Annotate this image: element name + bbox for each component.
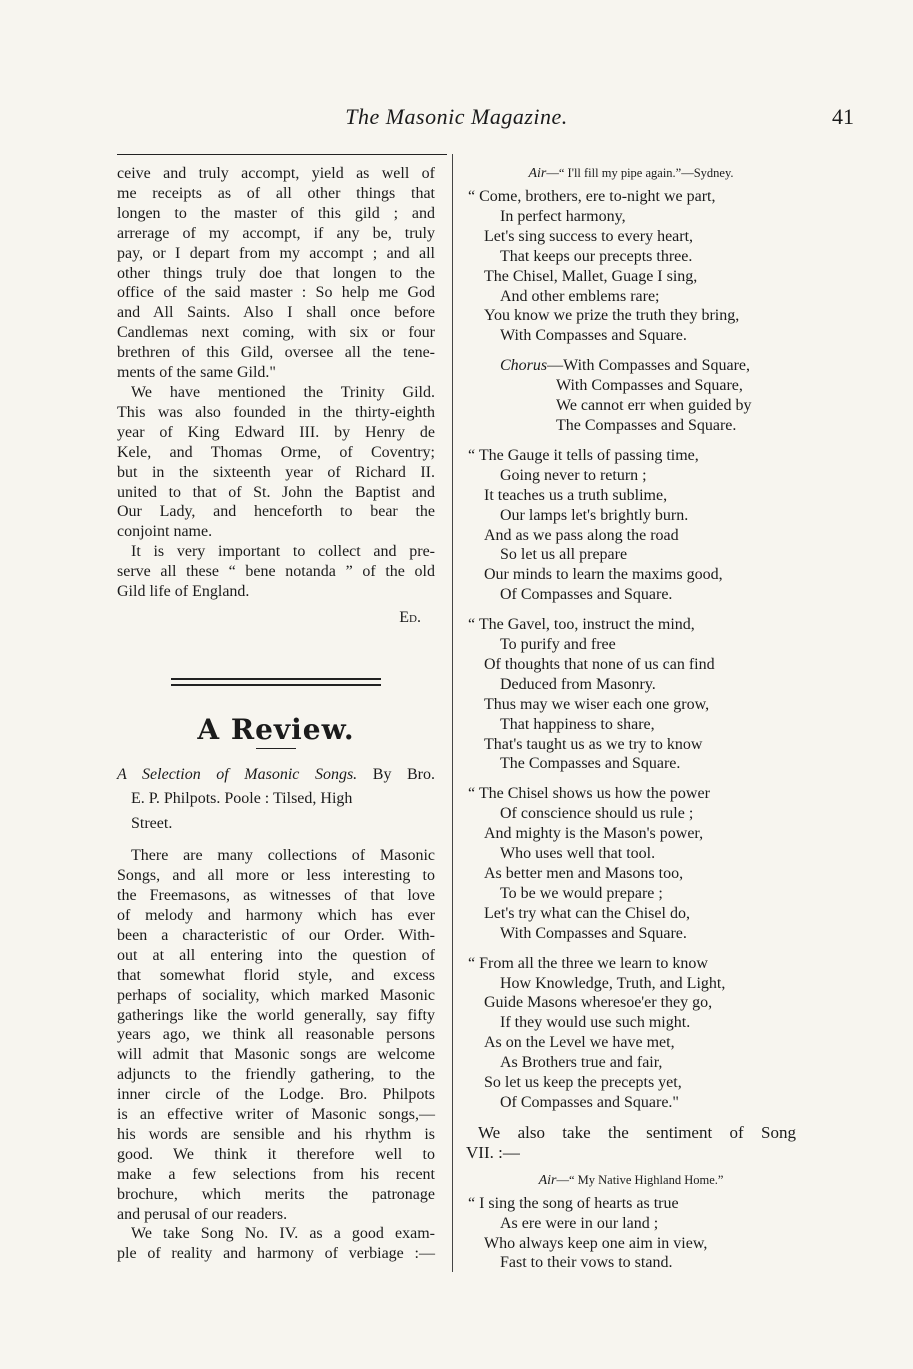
editor-signature: Ed. [399,608,421,626]
running-title: The Masonic Magazine. [345,104,568,129]
text-line: Gild life of England. [117,583,250,601]
verse-line: Who uses well that tool. [500,845,656,863]
verse-line: “ Come, brothers, ere to-night we part, [468,188,716,205]
verse-line: And as we pass along the road [484,526,679,544]
verse-line: And other emblems rare; [500,287,660,305]
page-number: 41 [832,104,854,129]
verse-line: The Compasses and Square. [500,755,681,773]
verse-line: We cannot err when guided by [556,397,752,415]
verse-line: With Compasses and Square. [500,924,687,942]
title-rule [256,748,296,749]
text-line: ceive and truly accompt, yield as well of [117,165,435,182]
paragraph-trinity-gild [117,383,435,542]
text-line: pay, or I depart from my accompt ; and all [117,244,435,262]
text-line: inner circle of the Lodge. Bro. Philpots [117,1086,435,1104]
citation-author: By Bro. [372,765,436,783]
text-line: the Freemasons, as witnesses of that love [117,887,435,905]
paragraph-bene-notanda [117,542,435,602]
verse-line: That's taught us as we try to know [484,735,703,753]
verse-line: In perfect harmony, [500,207,626,225]
air-attribution [466,1171,796,1190]
air-attribution [466,164,796,183]
song-stanza [466,187,796,346]
text-line: years ago, we think all reasonable persons [117,1026,435,1044]
verse-line: Thus may we wiser each one grow, [484,695,710,713]
section-double-rule [171,678,381,686]
verse-line: Our minds to learn the maxims good, [484,566,723,584]
text-line: brochure, which merits the patronage [117,1185,435,1203]
verse-line: The Compasses and Square. [556,416,737,434]
text-line: brethren of this Gild, oversee all the tene- [117,344,435,362]
song-stanza [466,446,796,605]
text-line: is an effective writer of Masonic songs,— [117,1106,435,1124]
verse-line: “ The Chisel shows us how the power [468,785,710,803]
text-line: ple of reality and harmony of verbiage :— [117,1245,435,1263]
text-line: me receipts as of all other things that [117,184,435,202]
verse-line: Who always keep one aim in view, [484,1234,708,1252]
verse-line: That happiness to share, [500,715,655,733]
chorus-label: Chorus [500,357,548,375]
air-text: —“ My Native Highland Home.” [556,1172,724,1187]
chorus-first-line: —With Compasses and Square, [547,357,751,375]
text-line: will admit that Masonic songs are welcome [117,1046,435,1064]
right-column [466,164,796,1283]
text-line: gatherings like the world generally, say fifty [117,1006,435,1024]
paragraph-gild-oath [117,164,435,383]
verse-line: “ From all the three we learn to know [468,954,708,972]
text-line: longen to the master of this gild ; and [117,204,435,222]
verse-line: As on the Level we have met, [484,1034,675,1052]
citation-publisher: E. P. Philpots. Poole : Tilsed, High [131,790,353,808]
text-line: good. We think it therefore well to [117,1145,435,1163]
verse-line: Of Compasses and Square." [500,1093,679,1111]
text-line: of melody and harmony which has ever [117,906,435,924]
section-title: A Review. [197,712,355,746]
text-line: adjuncts to the friendly gathering, to the [117,1066,435,1084]
text-line: There are many collections of Masonic [131,847,435,865]
verse-line: “ I sing the song of hearts as true [468,1194,679,1212]
text-line: VII. :— [466,1142,520,1162]
verse-line: You know we prize the truth they bring, [484,307,740,325]
verse-line: “ The Gauge it tells of passing time, [468,446,699,464]
verse-line: That keeps our precepts three. [500,247,693,265]
text-line: It is very important to collect and pre- [131,543,435,561]
text-line: ments of the same Gild." [117,364,276,382]
verse-line: With Compasses and Square, [556,377,743,395]
verse-line: It teaches us a truth sublime, [484,486,668,504]
song-chorus [466,356,796,436]
text-line: united to that of St. John the Baptist and [117,483,435,501]
text-line: other things truly doe that longen to the [117,264,435,282]
text-line: Candlemas next coming, with six or four [117,324,435,342]
text-line: and All Saints. Also I shall once before [117,304,435,322]
verse-line: So let us keep the precepts yet, [484,1074,682,1092]
verse-line: How Knowledge, Truth, and Light, [500,974,726,992]
text-line: perhaps of sociality, which marked Masonic [117,986,435,1004]
text-line: We also take the sentiment of Song [478,1122,796,1142]
text-line: We take Song No. IV. as a good exam- [131,1225,435,1243]
header-rule [117,154,447,155]
verse-line: And mighty is the Mason's power, [484,825,704,843]
verse-line: As better men and Masons too, [484,865,684,882]
left-column [117,164,435,1264]
verse-line: As ere were in our land ; [500,1214,659,1232]
verse-line: Let's sing success to every heart, [484,227,694,245]
verse-line: “ The Gavel, too, instruct the mind, [468,616,695,634]
verse-line: Deduced from Masonry. [500,675,656,693]
text-line: his words are sensible and his rhythm is [117,1125,435,1143]
verse-line: If they would use such might. [500,1014,691,1032]
verse-line: As Brothers true and fair, [500,1054,663,1072]
column-divider [452,154,453,1272]
verse-line: Of conscience should us rule ; [500,805,694,823]
air-label: Air [538,1172,557,1188]
verse-line [466,356,796,376]
text-line: that somewhat florid style, and excess [117,966,435,984]
verse-line: Going never to return ; [500,466,647,484]
text-line: conjoint name. [117,523,213,541]
text-line: year of King Edward III. by Henry de [117,423,435,441]
text-line: been a characteristic of our Order. With- [117,926,435,944]
air-label: Air [528,166,547,181]
verse-line: With Compasses and Square. [500,327,687,345]
paragraph-song-four [117,1224,435,1264]
song-stanza [466,954,796,1113]
text-line: This was also founded in the thirty-eighth [117,403,435,421]
verse-line: The Chisel, Mallet, Guage I sing, [484,267,698,285]
paragraph-review-body [117,846,435,1224]
text-line: arrerage of my accompt, if any be, truly [117,224,435,242]
verse-line: Of thoughts that none of us can find [484,655,715,673]
paragraph-song-seven [466,1123,796,1163]
verse-line: Of Compasses and Square. [500,586,673,604]
verse-line: To be we would prepare ; [500,884,663,902]
verse-line: Our lamps let's brightly burn. [500,506,689,524]
verse-line: So let us all prepare [500,546,628,564]
verse-line: Let's try what can the Chisel do, [484,904,690,922]
text-line: make a few selections from his recent [117,1165,435,1183]
verse-line: Fast to their vows to stand. [500,1254,673,1272]
text-line: office of the said master : So help me God [117,284,435,302]
air-text: —“ I'll fill my pipe again.”—Sydney. [546,166,734,180]
verse-line: To purify and free [500,636,616,654]
citation-street: Street. [131,814,173,832]
text-line: out at all entering into the question of [117,946,435,964]
text-line: Our Lady, and henceforth to bear the [117,503,435,521]
text-line: but in the sixteenth year of Richard II. [117,463,435,481]
text-line: serve all these “ bene notanda ” of the old [117,563,435,581]
text-line: Kele, and Thomas Orme, of Coventry; [117,443,435,461]
book-title: A Selection of Masonic Songs. [117,765,358,783]
review-citation [117,763,435,837]
verse-line: Guide Masons wheresoe'er they go, [484,994,713,1012]
text-line: We have mentioned the Trinity Gild. [131,383,435,401]
text-line: Songs, and all more or less interesting to [117,867,435,885]
song-stanza [466,1194,796,1274]
song-stanza [466,784,796,943]
text-line: and perusal of our readers. [117,1205,288,1223]
song-stanza [466,615,796,774]
